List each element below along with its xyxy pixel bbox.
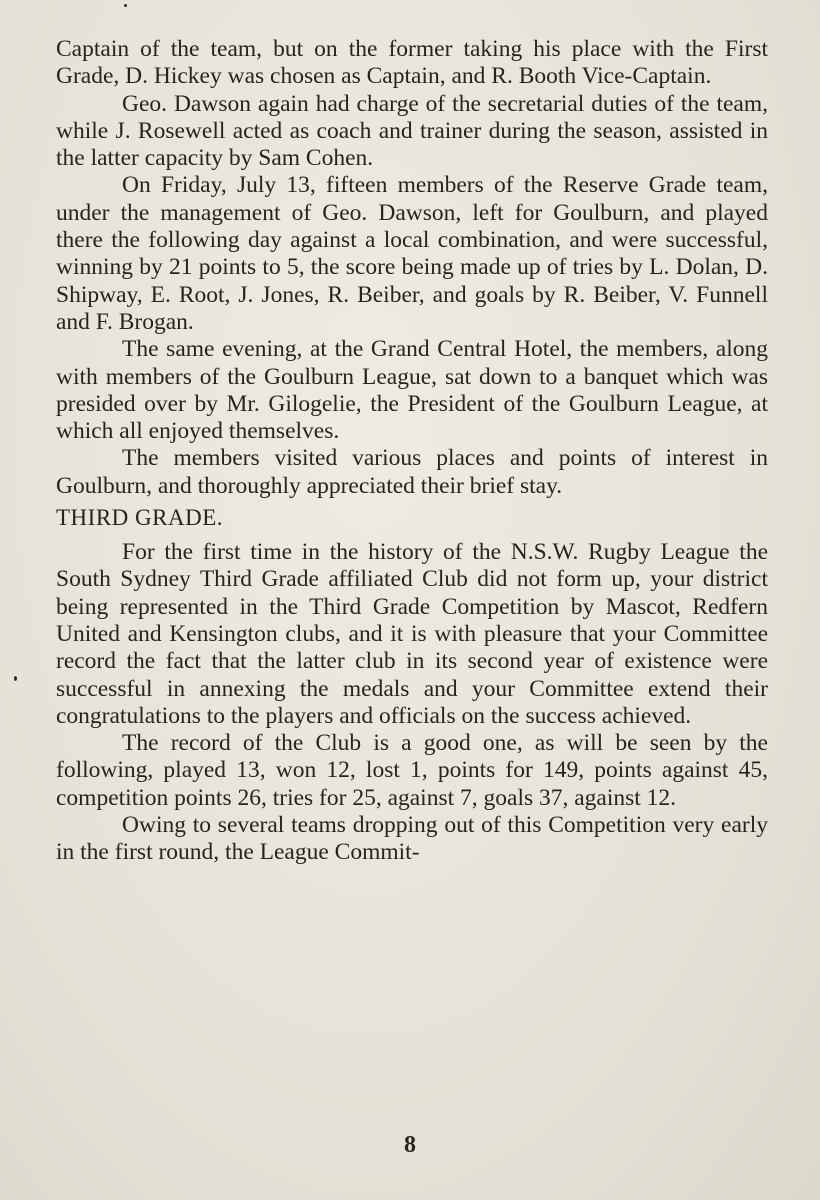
paragraph: The record of the Club is a good one, as will be seen by the following, played 13, won 12, lost 1, points for 149, points against 45, competition points 26, tries for 25, against 7, goals 37, against 12. [56, 730, 768, 811]
paragraph: The members visited various places and points of interest in Goulburn, and thoroughly appreciated their brief stay. [56, 445, 768, 499]
paragraph: Owing to several teams dropping out of this Competition very early in the first round, the League Commit- [56, 812, 768, 866]
page-number: 8 [404, 1132, 416, 1158]
body-text [56, 36, 768, 867]
paragraph: For the first time in the history of the N.S.W. Rugby League the South Sydney Third Grade affiliated Club did not form up, your district being represented in the Third Grade Competition by Mascot, Redfern United and Kensington clubs, and it is with pleasure that your Committee record the fact that the latter club in its second year of existence were successful in annexing the medals and your Committee extend their congratulations to the players and officials on the success achieved. [56, 539, 768, 729]
section-heading: THIRD GRADE. [56, 505, 223, 531]
paragraph: On Friday, July 13, fifteen members of the Reserve Grade team, under the management of Geo. Dawson, left for Goulburn, and played there the following day against a local combination, and were successful, winning by 21 points to 5, the score being made up of tries by L. Dolan, D. Shipway, E. Root, J. Jones, R. Beiber, and goals by R. Beiber, V. Funnell and F. Brogan. [56, 172, 768, 335]
ink-speck [14, 676, 17, 681]
paragraph: Captain of the team, but on the former taking his place with the First Grade, D. Hickey was chosen as Captain, and R. Booth Vice-Captain. [56, 36, 768, 90]
paragraph: The same evening, at the Grand Central Hotel, the members, along with members of the Goulburn League, sat down to a banquet which was presided over by Mr. Gilogelie, the President of the Goulburn League, at which all enjoyed themselves. [56, 336, 768, 445]
paragraph: Geo. Dawson again had charge of the secretarial duties of the team, while J. Rosewell acted as coach and trainer during the season, assisted in the latter capacity by Sam Cohen. [56, 90, 768, 172]
ink-speck [124, 4, 127, 7]
